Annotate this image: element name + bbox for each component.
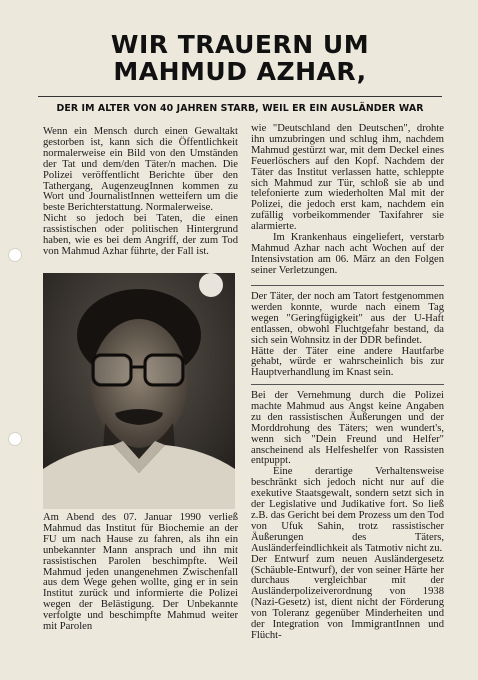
punch-hole-bottom [8, 432, 22, 446]
right-column [251, 124, 444, 277]
article-title [40, 31, 440, 85]
portrait-photo [43, 273, 235, 509]
title-line-1: WIR TRAUERN UM [110, 30, 370, 59]
left-column-intro [43, 127, 238, 258]
paragraph: Im Krankenhaus eingeliefert, verstarb Mahmud Azhar nach acht Wochen auf der Intensivstation am 06. März an den Folgen seiner Verletzungen. [251, 232, 444, 276]
paragraph: Am Abend des 07. Januar 1990 verließ Mahmud das Institut für Biochemie an der FU um nach Hause zu fahren, als ihn ein unbekannter Mann ansprach und ihn mit rassistischen Parolen beschimpfte. Weil Mahmud jeden unangenehmen Zwischenfall aus dem Wege gehen wollte, ging er in sein Institut zurück und informierte die Polizei wegen der Belästigung. Der Unbekannte verfolgte und beschimpfte Mahmud weiter mit Parolen [43, 512, 238, 633]
paragraph: Der Täter, der noch am Tatort festgenommen werden konnte, wurde nach einem Tag wegen "Geringfügigkeit" aus der U-Haft entlassen, obwohl Fluchtgefahr bestand, da sich sein Wohnsitz in der DDR befindet. [251, 291, 444, 346]
section-divider [251, 285, 444, 286]
paragraph: Der Entwurf zum neuen Ausländergesetz (Schäuble-Entwurf), der von seiner Härte her durchaus vergleichbar mit der Ausländerpolizeiverordnung von 1938 (Nazi-Gesetz) ist, dient nicht der Förderung von Toleranz gegenüber Minderheiten und der Integration von ImmigrantInnen und Flücht- [251, 553, 444, 641]
paragraph: Eine derartige Verhaltensweise beschränkt sich jedoch nicht nur auf die exekutive Staatsgewalt, sondern setzt sich in der Legislative und Judikative fort. So ließ z.B. das Gericht bei dem Prozess um den Tod von Ufuk Sahin, trotz rassistischer Äußerungen des Täters, Ausländerfeindlichkeit als Tatmotiv nicht zu. [251, 466, 444, 554]
title-line-2: MAHMUD AZHAR, [113, 57, 367, 86]
portrait-photo-image [43, 273, 235, 509]
right-column-section-3 [251, 391, 444, 642]
article-subtitle: DER IM ALTER VON 40 JAHREN STARB, WEIL ER EIN AUSLÄNDER WAR [56, 103, 424, 114]
right-column-section-2 [251, 292, 444, 379]
paragraph: Bei der Vernehmung durch die Polizei machte Mahmud aus Angst keine Angaben zu den rassistischen Äußerungen und der Morddrohung des Täters; wen wundert's, wenn sich "Dein Freund und Helfer" anscheinend als Helfeshelfer von Rassisten entpuppt. [251, 390, 444, 467]
title-rule [38, 96, 442, 97]
paragraph: Nicht so jedoch bei Taten, die einen rassistischen oder politischen Hintergrund haben, wie es bei dem Angriff, der zum Tod von Mahmud Azhar führte, der Fall ist. [43, 213, 238, 257]
section-divider [251, 384, 444, 385]
paragraph: Wenn ein Mensch durch einen Gewaltakt gestorben ist, kann sich die Öffentlichkeit normalerweise ein Bild von den Umständen der Tat und dem/den Täter/n machen. Die Polizei veröffentlicht Berichte über den Tathergang, AugenzeugInnen kommen zu Wort und JournalistInnen wetteifern um die beste Berichterstattung. Normalerweise. [43, 126, 238, 214]
punch-hole-top [8, 248, 22, 262]
left-column-story [43, 513, 238, 633]
paragraph: wie "Deutschland den Deutschen", drohte ihn umzubringen und schlug ihm, nachdem Mahmud gestürzt war, mit dem Deckel eines Feuerlöschers auf den Kopf. Nachdem der Täter das Institut verlassen hatte, schleppte sich Mahmud zur Tür, schloß sie ab und telefonierte zum wiederholten Mal mit der Polizei, die jedoch erst kam, nachdem ein zufällig vorbeikommender Taxifahrer sie alarmierte. [251, 123, 444, 233]
paragraph: Hätte der Täter eine andere Hautfarbe gehabt, würde er wahrscheinlich bis zur Hauptverhandlung im Knast sein. [251, 345, 444, 379]
